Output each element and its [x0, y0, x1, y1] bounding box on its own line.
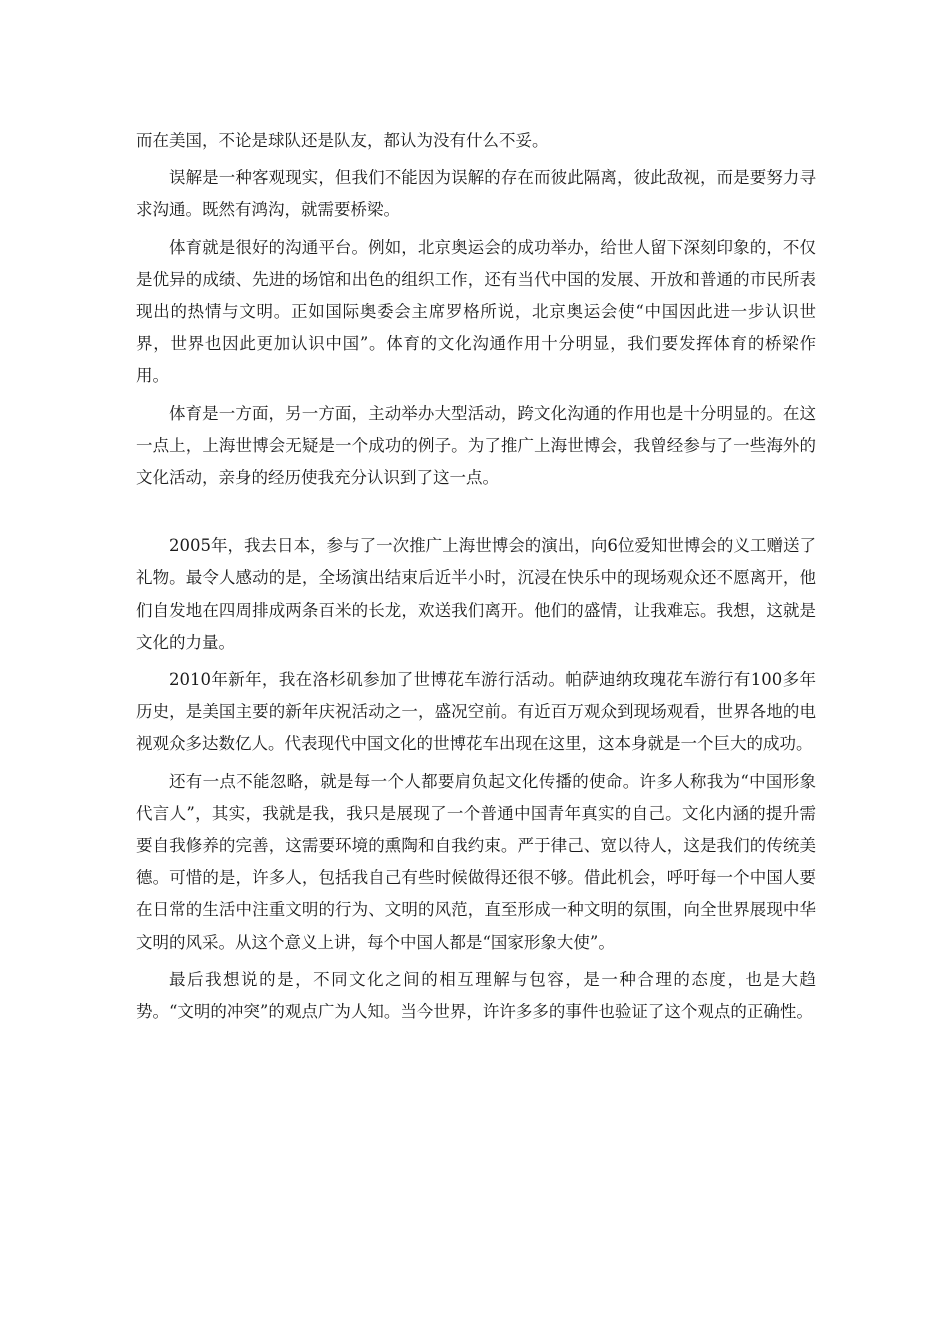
- paragraph: 体育是一方面，另一方面，主动举办大型活动，跨文化沟通的作用也是十分明显的。在这一点上，上海世博会无疑是一个成功的例子。为了推广上海世博会，我曾经参与了一些海外的文化活动，亲身的经历使我充分认识到了这一点。: [136, 403, 816, 488]
- paragraph: 还有一点不能忽略，就是每一个人都要肩负起文化传播的使命。许多人称我为“中国形象代言人”，其实，我就是我，我只是展现了一个普通中国青年真实的自己。文化内涵的提升需要自我修养的完善，这需要环境的熏陶和自我约束。严于律己、宽以待人，这是我们的传统美德。可惜的是，许多人，包括我自己有些时候做得还很不够。借此机会，呼吁每一个中国人要在日常的生活中注重文明的行为、文明的风范，直至形成一种文明的氛围，向全世界展现中华文明的风采。从这个意义上讲，每个中国人都是“国家形象大使”。: [136, 771, 816, 952]
- paragraph: 2010年新年，我在洛杉矶参加了世博花车游行活动。帕萨迪纳玫瑰花车游行有100多年历史，是美国主要的新年庆祝活动之一，盛况空前。有近百万观众到现场观看，世界各地的电视观众多达数亿人。代表现代中国文化的世博花车出现在这里，这本身就是一个巨大的成功。: [136, 670, 816, 754]
- document-body: [136, 125, 816, 1033]
- paragraph: 最后我想说的是，不同文化之间的相互理解与包容，是一种合理的态度，也是大趋势。“文明的冲突”的观点广为人知。当今世界，许许多多的事件也验证了这个观点的正确性。: [136, 969, 816, 1022]
- paragraph: 2005年，我去日本，参与了一次推广上海世博会的演出，向6位爱知世博会的义工赠送了礼物。最令人感动的是，全场演出结束后近半小时，沉浸在快乐中的现场观众还不愿离开，他们自发地在四周排成两条百米的长龙，欢送我们离开。他们的盛情，让我难忘。我想，这就是文化的力量。: [136, 536, 816, 652]
- paragraph: 误解是一种客观现实，但我们不能因为误解的存在而彼此隔离，彼此敌视，而是要努力寻求沟通。既然有鸿沟，就需要桥梁。: [136, 168, 816, 220]
- paragraph: 体育就是很好的沟通平台。例如，北京奥运会的成功举办，给世人留下深刻印象的，不仅是优异的成绩、先进的场馆和出色的组织工作，还有当代中国的发展、开放和普通的市民所表现出的热情与文明。正如国际奥委会主席罗格所说，北京奥运会使“中国因此进一步认识世界，世界也因此更加认识中国”。体育的文化沟通作用十分明显，我们要发挥体育的桥梁作用。: [136, 237, 816, 386]
- paragraph: 而在美国，不论是球队还是队友，都认为没有什么不妥。: [136, 131, 549, 150]
